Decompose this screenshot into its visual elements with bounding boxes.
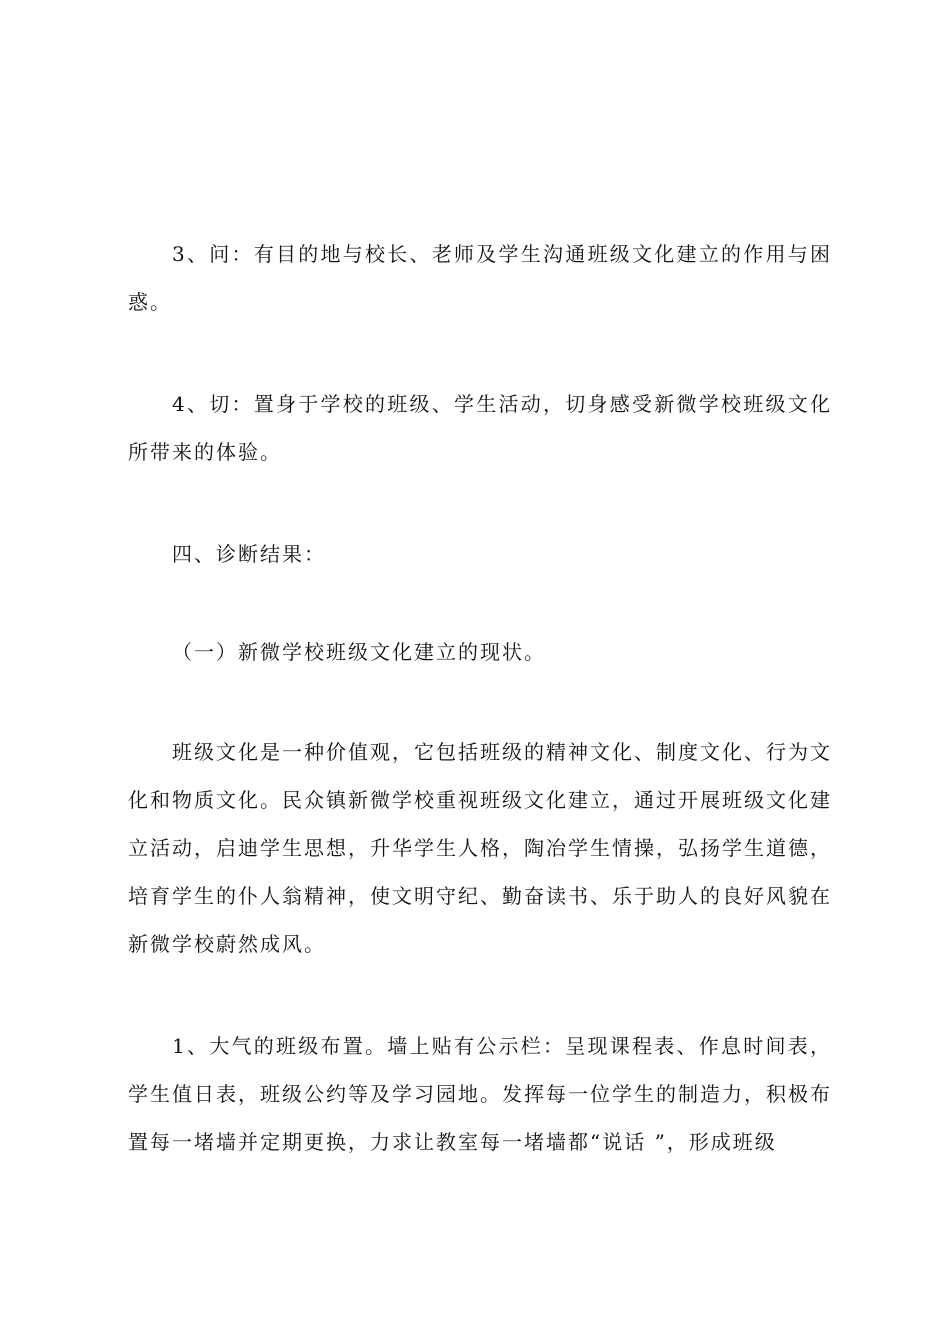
paragraph-experience: 4、切：置身于学校的班级、学生活动，切身感受新微学校班级文化所带来的体验。 (128, 392, 832, 464)
paragraph-class-culture: 班级文化是一种价值观，它包括班级的精神文化、制度文化、行为文化和物质文化。民众镇新微学校重视班级文化建立，通过开展班级文化建立活动，启迪学生思想，升华学生人格，陶冶学生情操，弘扬学生道德，培育学生的仆人翁精神，使文明守纪、勤奋读书、乐于助人的良好风貌在新微学校蔚然成风。 (128, 740, 832, 956)
subsection-heading-status: （一）新微学校班级文化建立的现状。 (172, 640, 546, 664)
section-heading-diagnosis: 四、诊断结果： (172, 542, 326, 566)
paragraph-class-layout: 1、大气的班级布置。墙上贴有公示栏：呈现课程表、作息时间表，学生值日表，班级公约等及学习园地。发挥每一位学生的制造力，积极布置每一堵墙并定期更换，力求让教室每一堵墙都“说话 ”，形成班级 (128, 1034, 832, 1154)
paragraph-inquiry: 3、问：有目的地与校长、老师及学生沟通班级文化建立的作用与困惑。 (128, 242, 832, 314)
